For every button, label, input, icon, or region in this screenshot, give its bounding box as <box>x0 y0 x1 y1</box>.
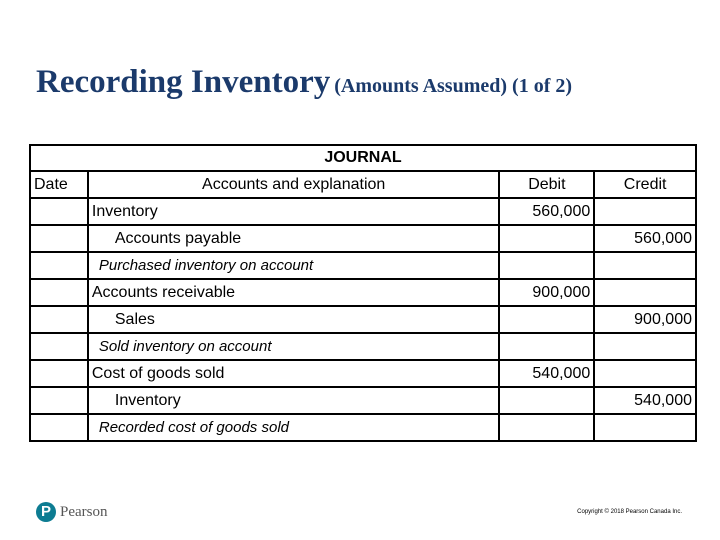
account-cell: Accounts payable <box>88 225 500 252</box>
account-cell: Sales <box>88 306 500 333</box>
credit-cell <box>594 198 696 225</box>
debit-cell <box>499 225 594 252</box>
account-cell: Accounts receivable <box>88 279 500 306</box>
credit-cell: 540,000 <box>594 387 696 414</box>
header-accounts: Accounts and explanation <box>88 171 500 198</box>
date-cell <box>30 360 88 387</box>
credit-cell <box>594 279 696 306</box>
debit-cell <box>499 333 594 360</box>
table-row <box>30 252 696 279</box>
table-row <box>30 387 696 414</box>
date-cell <box>30 306 88 333</box>
pearson-logo: P Pearson <box>36 502 108 522</box>
credit-cell: 900,000 <box>594 306 696 333</box>
journal-title: JOURNAL <box>30 145 696 171</box>
table-row <box>30 198 696 225</box>
account-cell: Purchased inventory on account <box>88 252 500 279</box>
header-debit: Debit <box>499 171 594 198</box>
account-cell: Sold inventory on account <box>88 333 500 360</box>
account-cell: Inventory <box>88 198 500 225</box>
account-cell: Cost of goods sold <box>88 360 500 387</box>
date-cell <box>30 279 88 306</box>
table-row <box>30 360 696 387</box>
debit-cell: 900,000 <box>499 279 594 306</box>
account-cell: Recorded cost of goods sold <box>88 414 500 441</box>
page-title: Recording Inventory (Amounts Assumed) (1 of 2) <box>36 64 573 100</box>
credit-cell <box>594 252 696 279</box>
header-date: Date <box>30 171 88 198</box>
header-credit: Credit <box>594 171 696 198</box>
table-row <box>30 333 696 360</box>
date-cell <box>30 333 88 360</box>
credit-cell <box>594 414 696 441</box>
table-row <box>30 414 696 441</box>
pearson-logo-icon: P <box>36 502 56 522</box>
table-row <box>30 225 696 252</box>
debit-cell <box>499 387 594 414</box>
debit-cell <box>499 414 594 441</box>
debit-cell: 560,000 <box>499 198 594 225</box>
copyright: Copyright © 2018 Pearson Canada Inc. <box>577 509 682 515</box>
header-row <box>30 171 696 198</box>
date-cell <box>30 387 88 414</box>
date-cell <box>30 414 88 441</box>
debit-cell <box>499 252 594 279</box>
date-cell <box>30 225 88 252</box>
debit-cell <box>499 306 594 333</box>
date-cell <box>30 198 88 225</box>
credit-cell: 560,000 <box>594 225 696 252</box>
table-row <box>30 306 696 333</box>
date-cell <box>30 252 88 279</box>
account-cell: Inventory <box>88 387 500 414</box>
journal-table <box>29 144 697 442</box>
table-row <box>30 279 696 306</box>
credit-cell <box>594 333 696 360</box>
debit-cell: 540,000 <box>499 360 594 387</box>
credit-cell <box>594 360 696 387</box>
